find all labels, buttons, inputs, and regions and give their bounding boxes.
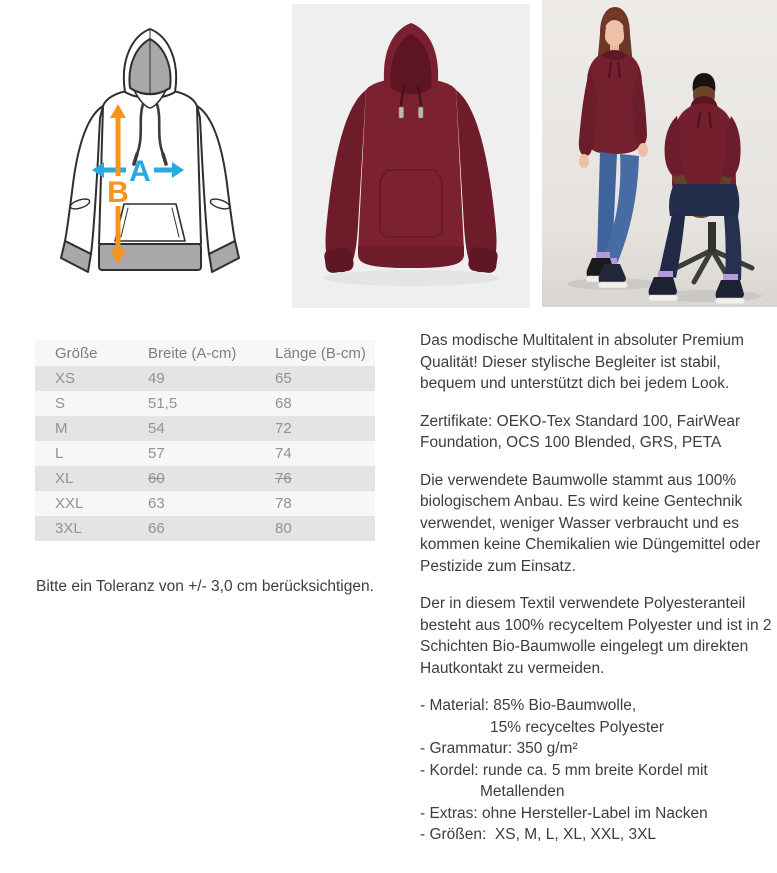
detail-line: Metallenden [480,783,565,800]
size-cell: XXL [55,495,84,512]
man-jeans [669,184,739,216]
size-cell: XL [55,470,74,487]
detail-line: - Größen: XS, M, L, XL, XXL, 3XL [420,826,657,843]
width-cell: 57 [148,445,165,462]
size-cell: M [55,420,68,437]
width-cell: 63 [148,495,165,512]
hoodie-hood [124,29,176,108]
width-cell: 51,5 [148,395,178,412]
detail-line: - Extras: ohne Hersteller-Label im Nacken [420,804,708,822]
cotton-paragraph: Die verwendete Baumwolle stammt aus 100% biologischem Anbau. Es wird keine Gentechnik verwendet, weniger Wasser verbraucht und es kommen keine Chemikalien wie Düngemittel oder Pestizide zum Einsatz. [420,471,761,575]
table-row [35,366,375,391]
description-paragraph: Das modische Multitalent in absoluter Premium Qualität! Dieser stylische Begleiter ist stabil, bequem und unterstützt dich bei jedem Look. [420,332,744,392]
size-table-body [35,366,375,541]
detail-line: - Grammatur: 350 g/m² [420,740,578,757]
table-row [35,416,375,441]
length-cell: 80 [275,520,292,537]
table-row [35,441,375,466]
size-cell: S [55,395,66,412]
width-cell: 60 [148,470,165,487]
product-description [420,330,772,846]
length-cell: 76 [275,470,292,487]
tolerance-note: Bitte ein Toleranz von +/- 3,0 cm berücksichtigen. [36,578,374,595]
label-b: B [107,176,129,209]
length-cell: 65 [275,370,292,387]
table-row [35,466,375,491]
length-cell: 78 [275,495,292,512]
size-diagram-image[interactable] [30,8,270,308]
table-row [35,491,375,516]
width-cell: 66 [148,520,165,537]
detail-line: - Kordel: runde ca. 5 mm breite Kordel mit [420,761,708,779]
detail-line: 15% recyceltes Polyester [490,718,665,736]
detail-line: - Material: 85% Bio-Baumwolle, [420,697,637,714]
certificates-paragraph: Zertifikate: OEKO-Tex Standard 100, FairWear Foundation, OCS 100 Blended, GRS, PETA [420,412,741,451]
col-header-width: Breite (A-cm) [148,340,275,366]
details-list [420,695,772,846]
label-a: A [129,155,151,188]
table-row [35,391,375,416]
width-cell: 49 [148,370,165,387]
table-row [35,516,375,541]
models-photo-image[interactable] [542,0,777,307]
size-cell: 3XL [55,520,82,537]
col-header-size: Größe [35,340,148,366]
size-table-header [35,340,375,366]
polyester-paragraph: Der in diesem Textil verwendete Polyesteranteil besteht aus 100% recyceltem Polyester und ist in 2 Schichten Bio-Baumwolle eingelegt um direkten Hautkontakt zu vermeiden. [420,595,772,677]
models-photo-svg [542,0,777,307]
length-cell: 68 [275,395,292,412]
size-diagram-svg [30,8,270,308]
size-table [35,340,375,541]
product-photo-image[interactable] [292,4,530,308]
size-cell: L [55,445,64,462]
product-photo-svg [292,4,530,308]
size-cell: XS [55,370,76,387]
length-cell: 74 [275,445,292,462]
length-cell: 72 [275,420,292,437]
width-cell: 54 [148,420,165,437]
col-header-length: Länge (B-cm) [275,340,375,366]
kangaroo-pocket [115,204,185,241]
